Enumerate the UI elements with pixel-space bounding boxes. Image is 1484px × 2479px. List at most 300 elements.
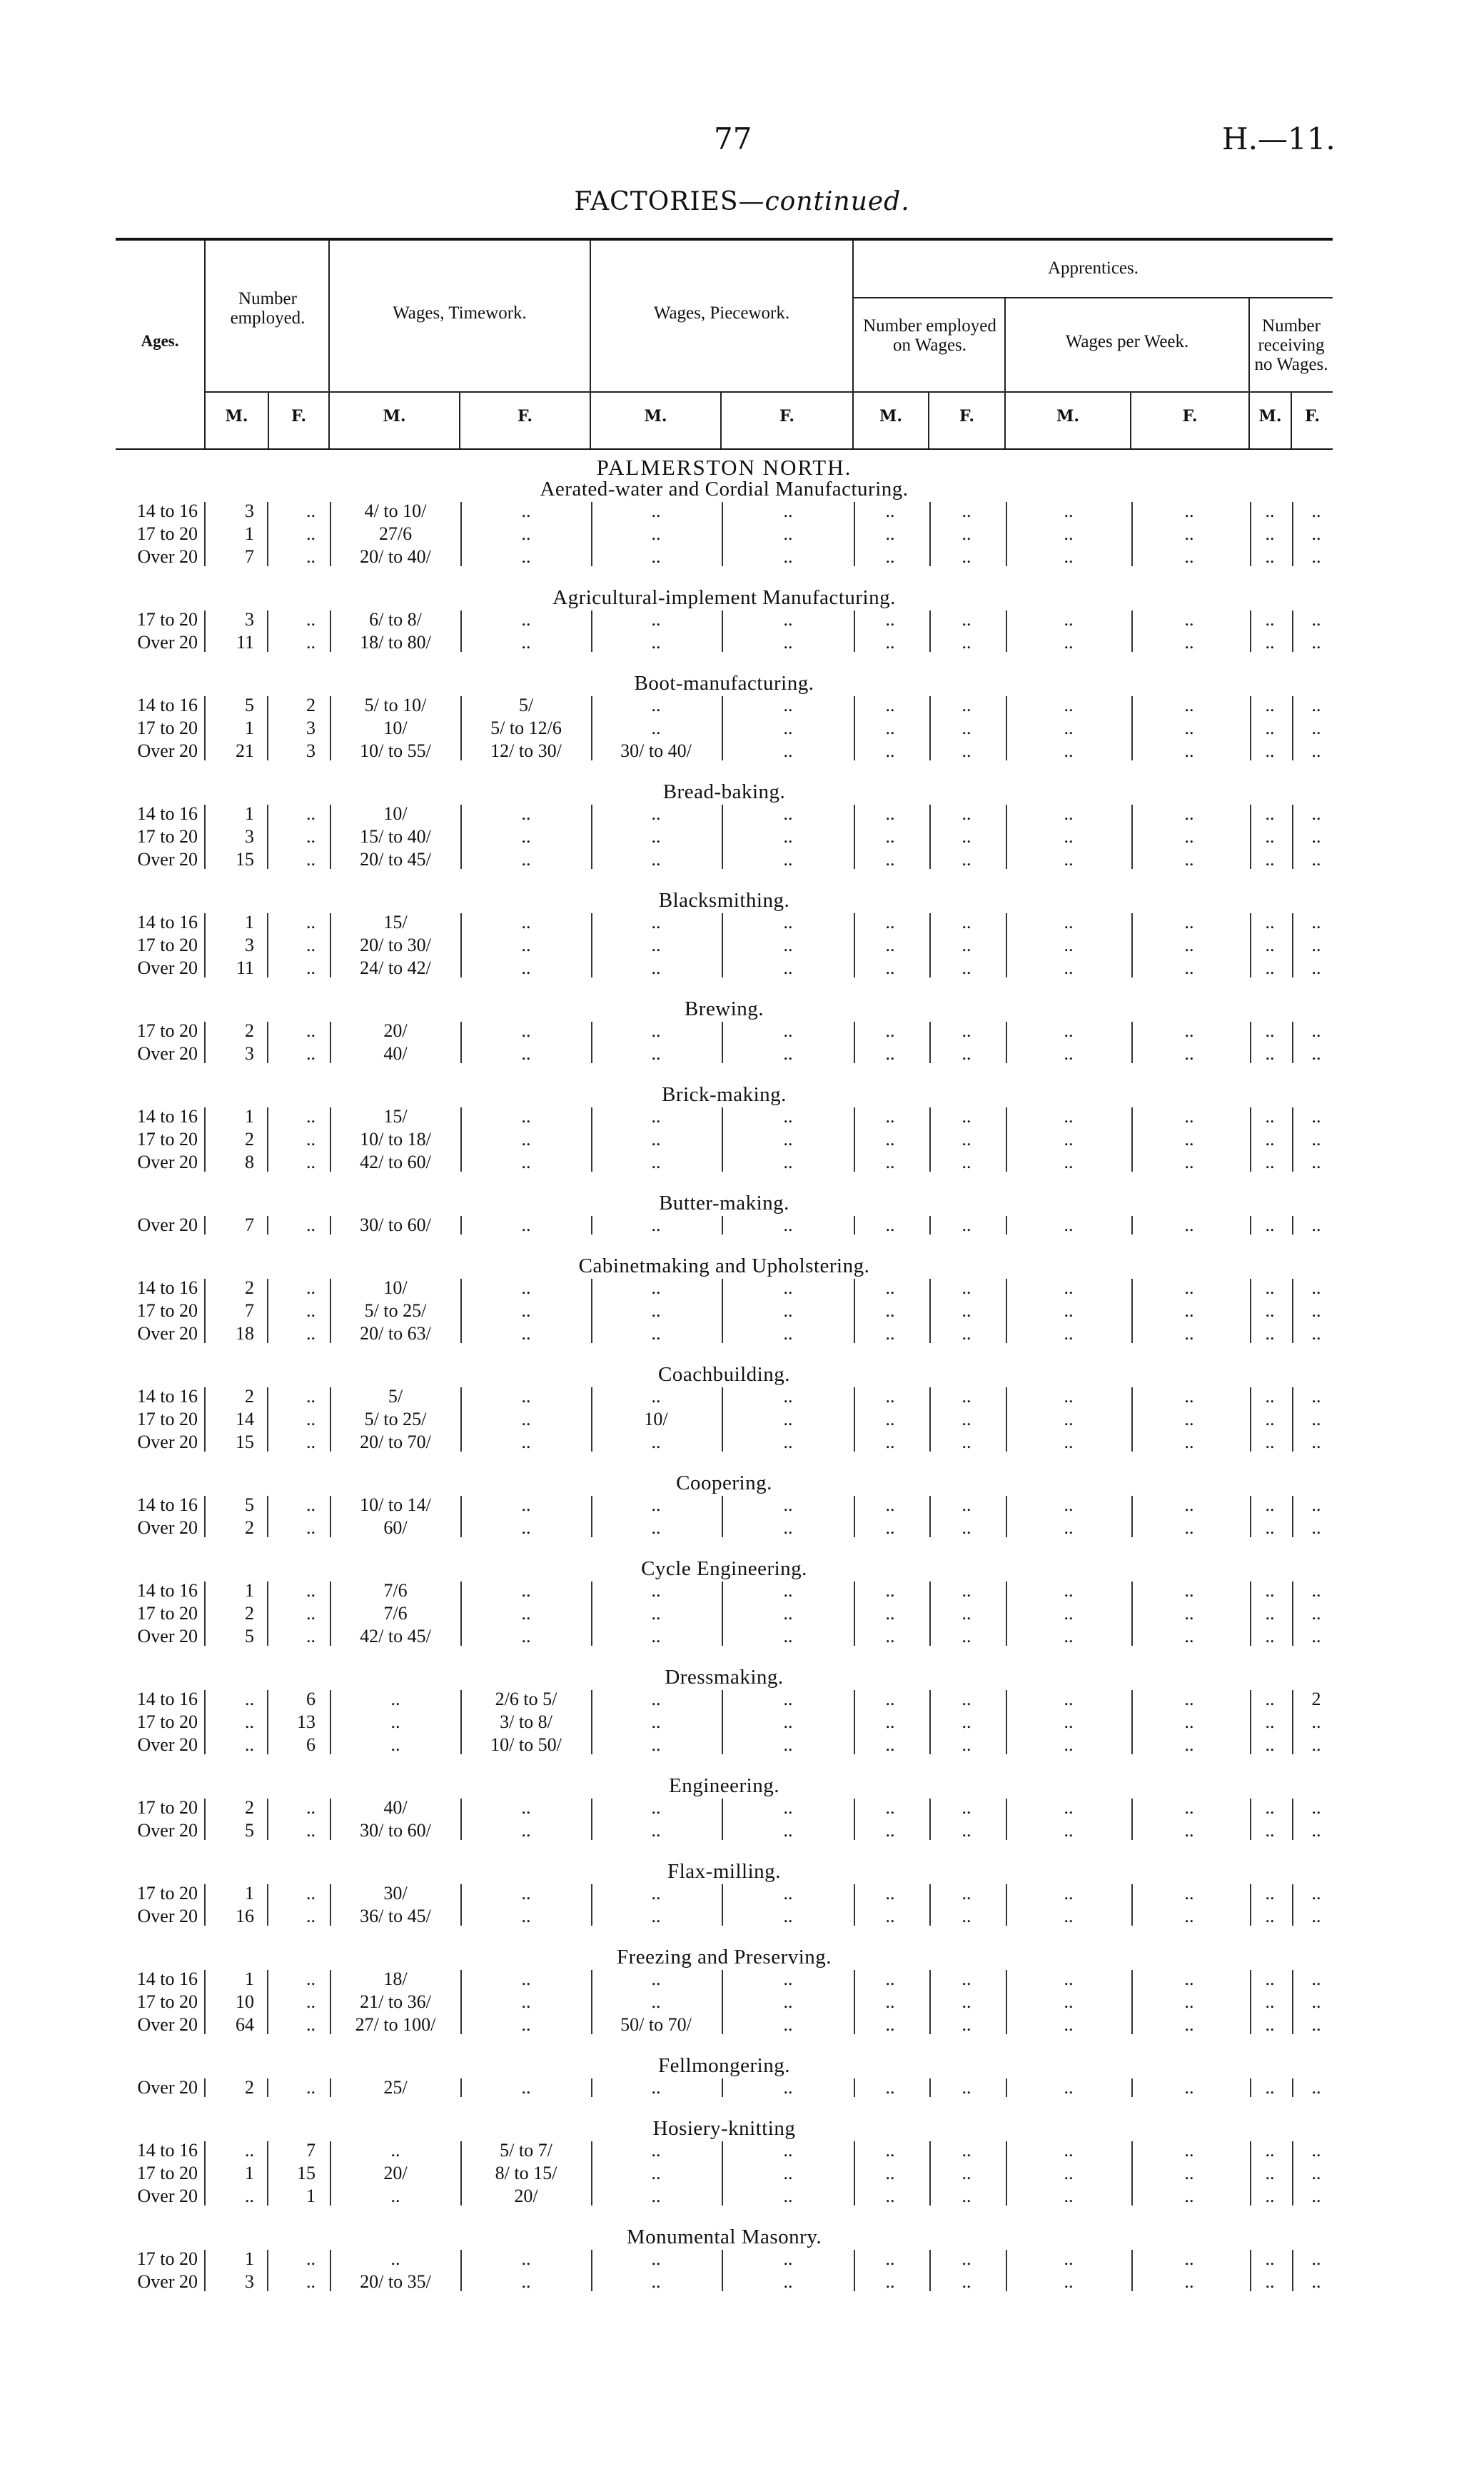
apprentice-men-cell: .. (885, 1517, 895, 1538)
apprentice-wages-women-cell: .. (1184, 2186, 1194, 2206)
piecework-men-cell: .. (651, 2248, 661, 2269)
women-count-cell: .. (306, 1580, 316, 1601)
men-count-cell: 3 (245, 2271, 254, 2292)
table-row (116, 848, 1333, 871)
men-count-cell: 11 (236, 957, 254, 978)
apprentice-wages-women-cell: .. (1184, 1906, 1194, 1926)
apprentice-wages-men-cell: .. (1064, 1152, 1074, 1172)
apprentice-wages-women-cell: .. (1184, 523, 1194, 544)
no-wages-women-cell: .. (1311, 1215, 1321, 1235)
table-row (116, 2139, 1333, 2162)
no-wages-women-cell: .. (1311, 1580, 1321, 1601)
no-wages-women-cell: .. (1311, 1129, 1321, 1150)
women-count-cell: .. (306, 1968, 316, 1989)
table-row (116, 1517, 1333, 1539)
header-m: M. (1056, 407, 1079, 426)
timework-men-cell: 5/ (388, 1386, 403, 1407)
no-wages-men-cell: .. (1265, 2271, 1275, 2292)
piecework-men-cell: .. (651, 1215, 661, 1235)
women-count-cell: .. (306, 1883, 316, 1904)
timework-men-cell: 30/ to 60/ (360, 1215, 431, 1235)
apprentice-men-cell: .. (885, 1883, 895, 1904)
apprentice-men-cell: .. (885, 1432, 895, 1452)
header-bottom-rule (116, 448, 1333, 450)
header-f: F. (517, 407, 533, 426)
title-continued: continued. (764, 187, 910, 216)
piecework-men-cell: .. (651, 1820, 661, 1841)
apprentice-wages-women-cell: .. (1184, 1106, 1194, 1127)
no-wages-men-cell: .. (1265, 1968, 1275, 1989)
piecework-men-cell: .. (651, 1300, 661, 1321)
women-count-cell: .. (306, 1386, 316, 1407)
timework-women-cell: .. (521, 1129, 531, 1150)
apprentice-men-cell: .. (885, 1106, 895, 1127)
table-row (116, 911, 1333, 934)
age-cell: 17 to 20 (136, 1991, 198, 2012)
men-count-cell: 1 (245, 1968, 254, 1989)
apprentice-wages-women-cell: .. (1184, 912, 1194, 932)
apprentice-wages-men-cell: .. (1064, 609, 1074, 630)
piecework-men-cell: .. (651, 1968, 661, 1989)
men-count-cell: 14 (236, 1409, 254, 1429)
apprentice-women-cell: .. (961, 1603, 971, 1624)
document-code: H.—11. (1222, 121, 1336, 156)
apprentice-women-cell: .. (961, 1906, 971, 1926)
apprentice-wages-women-cell: .. (1184, 826, 1194, 847)
timework-men-cell: 5/ to 25/ (364, 1409, 427, 1429)
table-row (116, 1688, 1333, 1711)
apprentice-men-cell: .. (885, 1215, 895, 1235)
piecework-women-cell: .. (783, 1494, 793, 1515)
apprentice-men-cell: .. (885, 1991, 895, 2012)
timework-men-cell: 18/ (383, 1968, 408, 1989)
timework-men-cell: 15/ (383, 912, 408, 932)
apprentice-wages-men-cell: .. (1064, 1820, 1074, 1841)
men-count-cell: 3 (245, 501, 254, 521)
apprentice-men-cell: .. (885, 912, 895, 932)
apprentice-women-cell: .. (961, 957, 971, 978)
no-wages-women-cell: .. (1311, 1106, 1321, 1127)
no-wages-men-cell: .. (1265, 1409, 1275, 1429)
apprentice-wages-women-cell: .. (1184, 803, 1194, 824)
apprentice-wages-men-cell: .. (1064, 2163, 1074, 2183)
apprentice-women-cell: .. (961, 523, 971, 544)
section-title: Blacksmithing. (658, 889, 790, 912)
age-cell: Over 20 (137, 1215, 198, 1235)
age-cell: 17 to 20 (136, 1409, 198, 1429)
timework-women-cell: .. (521, 1603, 531, 1624)
apprentice-men-cell: .. (885, 1152, 895, 1172)
apprentice-wages-men-cell: .. (1064, 2271, 1074, 2292)
apprentice-men-cell: .. (885, 1043, 895, 1064)
no-wages-men-cell: .. (1265, 935, 1275, 955)
no-wages-men-cell: .. (1265, 1906, 1275, 1926)
age-cell: 14 to 16 (136, 1277, 198, 1298)
timework-men-cell: 10/ to 55/ (360, 740, 431, 761)
timework-women-cell: .. (521, 632, 531, 653)
piecework-women-cell: .. (783, 546, 793, 567)
no-wages-men-cell: .. (1265, 1152, 1275, 1172)
age-cell: 14 to 16 (136, 1968, 198, 1989)
men-count-cell: 8 (245, 1152, 254, 1172)
apprentice-wages-women-cell: .. (1184, 2163, 1194, 2183)
apprentice-women-cell: .. (961, 1734, 971, 1755)
piecework-men-cell: .. (651, 912, 661, 932)
section-title: Engineering. (669, 1774, 779, 1797)
table-row (116, 1431, 1333, 1454)
men-count-cell: 3 (245, 1043, 254, 1064)
section-rows (116, 1105, 1333, 1174)
no-wages-women-cell: .. (1311, 1626, 1321, 1646)
age-cell: 17 to 20 (136, 2248, 198, 2269)
timework-women-cell: .. (521, 1517, 531, 1538)
apprentice-men-cell: .. (885, 826, 895, 847)
timework-women-cell: 12/ to 30/ (490, 740, 562, 761)
apprentice-wages-men-cell: .. (1064, 1106, 1074, 1127)
timework-men-cell: 7/6 (383, 1603, 408, 1624)
piecework-men-cell: .. (651, 957, 661, 978)
apprentice-wages-men-cell: .. (1064, 1626, 1074, 1646)
age-cell: 14 to 16 (136, 2140, 198, 2161)
piecework-men-cell: .. (651, 1603, 661, 1624)
apprentice-women-cell: .. (961, 1883, 971, 1904)
age-cell: Over 20 (137, 1043, 198, 1064)
men-count-cell: 7 (245, 1300, 254, 1321)
apprentice-men-cell: .. (885, 2248, 895, 2269)
women-count-cell: 1 (306, 2186, 316, 2206)
apprentice-wages-men-cell: .. (1064, 1277, 1074, 1298)
no-wages-women-cell: .. (1311, 935, 1321, 955)
no-wages-men-cell: .. (1265, 2014, 1275, 2035)
header-m: M. (879, 407, 902, 426)
piecework-women-cell: .. (783, 1711, 793, 1732)
table-row (116, 2185, 1333, 2208)
no-wages-men-cell: .. (1265, 1711, 1275, 1732)
apprentice-wages-men-cell: .. (1064, 1409, 1074, 1429)
age-cell: 17 to 20 (136, 718, 198, 738)
piecework-women-cell: .. (783, 632, 793, 653)
section-rows (116, 1796, 1333, 1842)
apprentice-wages-men-cell: .. (1064, 632, 1074, 653)
apprentice-wages-men-cell: .. (1064, 2014, 1074, 2035)
no-wages-men-cell: .. (1265, 1494, 1275, 1515)
no-wages-women-cell: .. (1311, 1409, 1321, 1429)
women-count-cell: .. (306, 1323, 316, 1344)
no-wages-women-cell: .. (1311, 1020, 1321, 1041)
apprentice-wages-women-cell: .. (1184, 1580, 1194, 1601)
timework-men-cell: 20/ to 70/ (360, 1432, 431, 1452)
no-wages-men-cell: .. (1265, 740, 1275, 761)
no-wages-men-cell: .. (1265, 957, 1275, 978)
timework-women-cell: .. (521, 1991, 531, 2012)
men-count-cell: .. (245, 1711, 254, 1732)
apprentice-wages-men-cell: .. (1064, 1020, 1074, 1041)
no-wages-women-cell: .. (1311, 546, 1321, 567)
table-row (116, 1711, 1333, 1734)
age-cell: 14 to 16 (136, 1106, 198, 1127)
no-wages-women-cell: .. (1311, 740, 1321, 761)
apprentice-wages-women-cell: .. (1184, 1820, 1194, 1841)
table-row (116, 631, 1333, 654)
no-wages-men-cell: .. (1265, 1603, 1275, 1624)
apprentice-women-cell: .. (961, 1409, 971, 1429)
timework-men-cell: .. (390, 1734, 400, 1755)
no-wages-men-cell: .. (1265, 501, 1275, 521)
apprentice-men-cell: .. (885, 849, 895, 870)
age-cell: 17 to 20 (136, 609, 198, 630)
piecework-men-cell: .. (651, 2163, 661, 2183)
section-title: Coachbuilding. (657, 1363, 790, 1386)
no-wages-women-cell: .. (1311, 1043, 1321, 1064)
table-row (116, 1020, 1333, 1042)
apprentice-wages-women-cell: .. (1184, 1152, 1194, 1172)
piecework-men-cell: .. (651, 1797, 661, 1818)
piecework-men-cell: .. (651, 718, 661, 738)
no-wages-men-cell: .. (1265, 609, 1275, 630)
piecework-women-cell: .. (783, 2248, 793, 2269)
no-wages-men-cell: .. (1265, 1517, 1275, 1538)
women-count-cell: .. (306, 1906, 316, 1926)
apprentice-women-cell: .. (961, 501, 971, 521)
piecework-men-cell: .. (651, 1020, 661, 1041)
apprentice-wages-women-cell: .. (1184, 1300, 1194, 1321)
women-count-cell: .. (306, 803, 316, 824)
apprentice-men-cell: .. (885, 803, 895, 824)
apprentice-wages-women-cell: .. (1184, 695, 1194, 715)
apprentice-men-cell: .. (885, 1580, 895, 1601)
women-count-cell: .. (306, 2014, 316, 2035)
no-wages-women-cell: .. (1311, 912, 1321, 932)
timework-men-cell: 10/ to 14/ (360, 1494, 431, 1515)
header-m: M. (383, 407, 406, 426)
men-count-cell: 1 (245, 1580, 254, 1601)
piecework-women-cell: .. (783, 2186, 793, 2206)
table-row (116, 1151, 1333, 1174)
men-count-cell: 16 (236, 1906, 254, 1926)
apprentice-wages-men-cell: .. (1064, 1603, 1074, 1624)
women-count-cell: 15 (297, 2163, 316, 2183)
piecework-men-cell: .. (651, 1711, 661, 1732)
table-row (116, 2248, 1333, 2271)
apprentice-wages-men-cell: .. (1064, 1906, 1074, 1926)
no-wages-women-cell: .. (1311, 826, 1321, 847)
apprentice-women-cell: .. (961, 1820, 971, 1841)
apprentice-wages-women-cell: .. (1184, 1968, 1194, 1989)
no-wages-women-cell: .. (1311, 2186, 1321, 2206)
apprentice-wages-women-cell: .. (1184, 740, 1194, 761)
apprentice-women-cell: .. (961, 1711, 971, 1732)
no-wages-men-cell: .. (1265, 632, 1275, 653)
no-wages-women-cell: .. (1311, 2077, 1321, 2098)
timework-women-cell: .. (521, 826, 531, 847)
table-row (116, 1579, 1333, 1602)
apprentice-wages-women-cell: .. (1184, 849, 1194, 870)
men-count-cell: 15 (236, 849, 254, 870)
table-row (116, 1905, 1333, 1928)
no-wages-men-cell: .. (1265, 1432, 1275, 1452)
apprentice-men-cell: .. (885, 632, 895, 653)
age-cell: Over 20 (137, 1517, 198, 1538)
apprentice-men-cell: .. (885, 546, 895, 567)
no-wages-women-cell: .. (1311, 849, 1321, 870)
apprentice-wages-women-cell: .. (1184, 1432, 1194, 1452)
apprentice-men-cell: .. (885, 957, 895, 978)
piecework-women-cell: .. (783, 1626, 793, 1646)
apprentice-wages-men-cell: .. (1064, 1991, 1074, 2012)
header-f: F. (959, 407, 975, 426)
apprentice-wages-women-cell: .. (1184, 1797, 1194, 1818)
timework-women-cell: .. (521, 1152, 531, 1172)
no-wages-women-cell: .. (1311, 2271, 1321, 2292)
piecework-men-cell: .. (651, 695, 661, 715)
page-number: 77 (714, 121, 752, 156)
apprentice-women-cell: .. (961, 803, 971, 824)
women-count-cell: 2 (306, 695, 316, 715)
apprentice-wages-women-cell: .. (1184, 1734, 1194, 1755)
apprentice-wages-men-cell: .. (1064, 1323, 1074, 1344)
apprentice-men-cell: .. (885, 2140, 895, 2161)
timework-men-cell: 6/ to 8/ (369, 609, 422, 630)
no-wages-men-cell: .. (1265, 1386, 1275, 1407)
section-rows (116, 911, 1333, 980)
apprentice-women-cell: .. (961, 1043, 971, 1064)
timework-women-cell: .. (521, 501, 531, 521)
women-count-cell: 3 (306, 718, 316, 738)
apprentice-women-cell: .. (961, 695, 971, 715)
table-row (116, 957, 1333, 980)
men-count-cell: 5 (245, 1820, 254, 1841)
piecework-women-cell: .. (783, 1517, 793, 1538)
timework-women-cell: .. (521, 2077, 531, 2098)
apprentice-wages-men-cell: .. (1064, 1580, 1074, 1601)
timework-women-cell: .. (521, 2248, 531, 2269)
apprentice-wages-women-cell: .. (1184, 1409, 1194, 1429)
apprentice-men-cell: .. (885, 2271, 895, 2292)
apprentice-women-cell: .. (961, 1432, 971, 1452)
piecework-men-cell: .. (651, 1494, 661, 1515)
piecework-women-cell: .. (783, 1020, 793, 1041)
age-cell: 14 to 16 (136, 1386, 198, 1407)
table-row (116, 1277, 1333, 1299)
piecework-women-cell: .. (783, 1386, 793, 1407)
no-wages-women-cell: .. (1311, 2163, 1321, 2183)
table-row (116, 740, 1333, 763)
no-wages-men-cell: .. (1265, 1300, 1275, 1321)
women-count-cell: 3 (306, 740, 316, 761)
no-wages-women-cell: .. (1311, 1432, 1321, 1452)
no-wages-women-cell: .. (1311, 1734, 1321, 1755)
no-wages-men-cell: .. (1265, 1580, 1275, 1601)
section-title: Freezing and Preserving. (616, 1946, 832, 1968)
apprentice-women-cell: .. (961, 740, 971, 761)
age-cell: Over 20 (137, 1323, 198, 1344)
no-wages-women-cell: .. (1311, 1883, 1321, 1904)
section-title: Monumental Masonry. (626, 2226, 822, 2248)
age-cell: 17 to 20 (136, 1300, 198, 1321)
header-m: M. (1258, 407, 1282, 426)
women-count-cell: .. (306, 1432, 316, 1452)
timework-men-cell: 10/ (383, 1277, 408, 1298)
apprentice-men-cell: .. (885, 1968, 895, 1989)
apprentice-women-cell: .. (961, 2248, 971, 2269)
no-wages-women-cell: .. (1311, 2014, 1321, 2035)
section-title: Aerated-water and Cordial Manufacturing. (540, 478, 909, 501)
table-row (116, 717, 1333, 740)
men-count-cell: 2 (245, 1277, 254, 1298)
town-name: PALMERSTON NORTH. (596, 455, 852, 480)
section-rows (116, 608, 1333, 654)
no-wages-men-cell: .. (1265, 1043, 1275, 1064)
no-wages-women-cell: .. (1311, 1517, 1321, 1538)
age-cell: 17 to 20 (136, 2163, 198, 2183)
section-title: Cabinetmaking and Upholstering. (578, 1254, 870, 1277)
age-cell: 17 to 20 (136, 1129, 198, 1150)
no-wages-women-cell: .. (1311, 609, 1321, 630)
title-text: FACTORIES— (574, 187, 765, 216)
timework-men-cell: 10/ (383, 803, 408, 824)
timework-men-cell: 18/ to 80/ (360, 632, 431, 653)
no-wages-men-cell: .. (1265, 1883, 1275, 1904)
apprentice-men-cell: .. (885, 1300, 895, 1321)
age-cell: Over 20 (137, 1152, 198, 1172)
piecework-women-cell: .. (783, 2077, 793, 2098)
timework-men-cell: 30/ to 60/ (360, 1820, 431, 1841)
apprentice-wages-men-cell: .. (1064, 1386, 1074, 1407)
men-count-cell: 5 (245, 695, 254, 715)
apprentice-men-cell: .. (885, 740, 895, 761)
no-wages-women-cell: .. (1311, 523, 1321, 544)
section-title: Flax-milling. (667, 1860, 781, 1883)
apprentice-women-cell: .. (961, 2163, 971, 2183)
apprentice-wages-men-cell: .. (1064, 957, 1074, 978)
no-wages-men-cell: .. (1265, 1734, 1275, 1755)
age-cell: 14 to 16 (136, 695, 198, 715)
header-apprentices-wages: Wages per Week. (1065, 332, 1189, 351)
timework-men-cell: 20/ to 40/ (360, 546, 431, 567)
women-count-cell: .. (306, 1603, 316, 1624)
header-f: F. (779, 407, 795, 426)
piecework-women-cell: .. (783, 1603, 793, 1624)
timework-women-cell: .. (521, 1020, 531, 1041)
apprentice-wages-men-cell: .. (1064, 546, 1074, 567)
apprentice-women-cell: .. (961, 718, 971, 738)
no-wages-men-cell: .. (1265, 2140, 1275, 2161)
no-wages-women-cell: .. (1311, 1603, 1321, 1624)
timework-men-cell: .. (390, 2186, 400, 2206)
section-title: Agricultural-implement Manufacturing. (552, 586, 896, 609)
piecework-women-cell: .. (783, 826, 793, 847)
apprentice-men-cell: .. (885, 1797, 895, 1818)
section-title: Boot-manufacturing. (634, 672, 814, 695)
timework-women-cell: .. (521, 957, 531, 978)
women-count-cell: .. (306, 1797, 316, 1818)
apprentice-wages-men-cell: .. (1064, 740, 1074, 761)
section-rows (116, 2076, 1333, 2099)
apprentice-wages-men-cell: .. (1064, 1689, 1074, 1709)
apprentice-women-cell: .. (961, 935, 971, 955)
age-cell: 17 to 20 (136, 1711, 198, 1732)
apprentice-wages-men-cell: .. (1064, 1494, 1074, 1515)
piecework-women-cell: .. (783, 1409, 793, 1429)
table-row (116, 1042, 1333, 1065)
men-count-cell: 5 (245, 1626, 254, 1646)
table-row (116, 1991, 1333, 2013)
piecework-men-cell: .. (651, 2140, 661, 2161)
women-count-cell: .. (306, 609, 316, 630)
table-row (116, 1299, 1333, 1322)
table-row (116, 1882, 1333, 1905)
men-count-cell: 2 (245, 1603, 254, 1624)
